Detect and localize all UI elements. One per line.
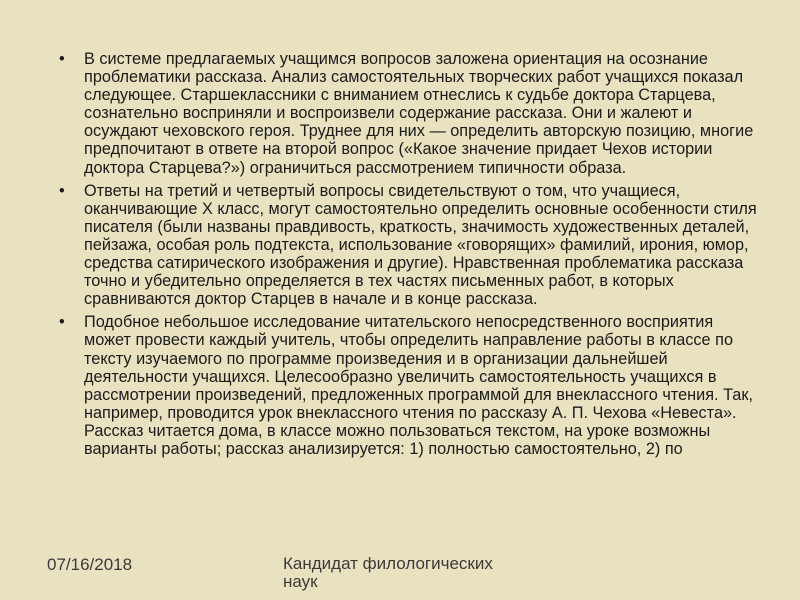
bullet-icon: • [59, 313, 65, 332]
bullet-list [58, 50, 758, 458]
bullet-item [58, 182, 758, 309]
slide-body [58, 50, 758, 463]
bullet-text: Ответы на третий и четвертый вопросы свидетельствуют о том, что учащиеся, оканчивающие X класс, могут самостоятельно определить основные особенности стиля писателя (были названы правдивость, краткость, значимость художественных деталей, пейзажа, особая роль подтекста, использование «говорящих» фамилий, ирония, юмор, средства сатирического изображения и другие). Нравственная проблематика рассказа точно и убедительно определяется в тех частях письменных работ, в которых сравниваются доктор Старцев в начале и в конце рассказа. [84, 181, 757, 309]
bullet-icon: • [59, 181, 65, 200]
footer-date: 07/16/2018 [47, 555, 133, 574]
footer-author: Кандидат филологических наук [283, 554, 493, 591]
bullet-text: В системе предлагаемых учащимся вопросов заложена ориентация на осознание проблематики рассказа. Анализ самостоятельных творческих работ учащихся показал следующее. Старшеклассники с вниманием отнеслись к судьбе доктора Старцева, сознательно восприняли и воспроизвели содержание рассказа. Они и жалеют и осуждают чеховского героя. Труднее для них — определить авторскую позицию, многие предпочитают в ответе на второй вопрос («Какое значение придает Чехов истории доктора Старцева?») ограничиться рассмотрением типичности образа. [84, 50, 754, 177]
bullet-item [58, 313, 758, 458]
bullet-icon: • [59, 50, 65, 68]
bullet-item [58, 50, 758, 177]
bullet-text: Подобное небольшое исследование читательского непосредственного восприятия может провести каждый учитель, чтобы определить направление работы в классе по тексту изучаемого по программе произведения и в организации дальнейшей деятельности учащихся. Целесообразно увеличить самостоятельность учащихся в рассмотрении произведений, предложенных программой для внеклассного чтения. Так, например, проводится урок внеклассного чтения по рассказу А. П. Чехова «Невеста». Рассказ читается дома, в классе можно пользоваться текстом, на уроке возможны варианты работы; рассказ анализируется: 1) полностью самостоятельно, 2) по [84, 313, 753, 458]
